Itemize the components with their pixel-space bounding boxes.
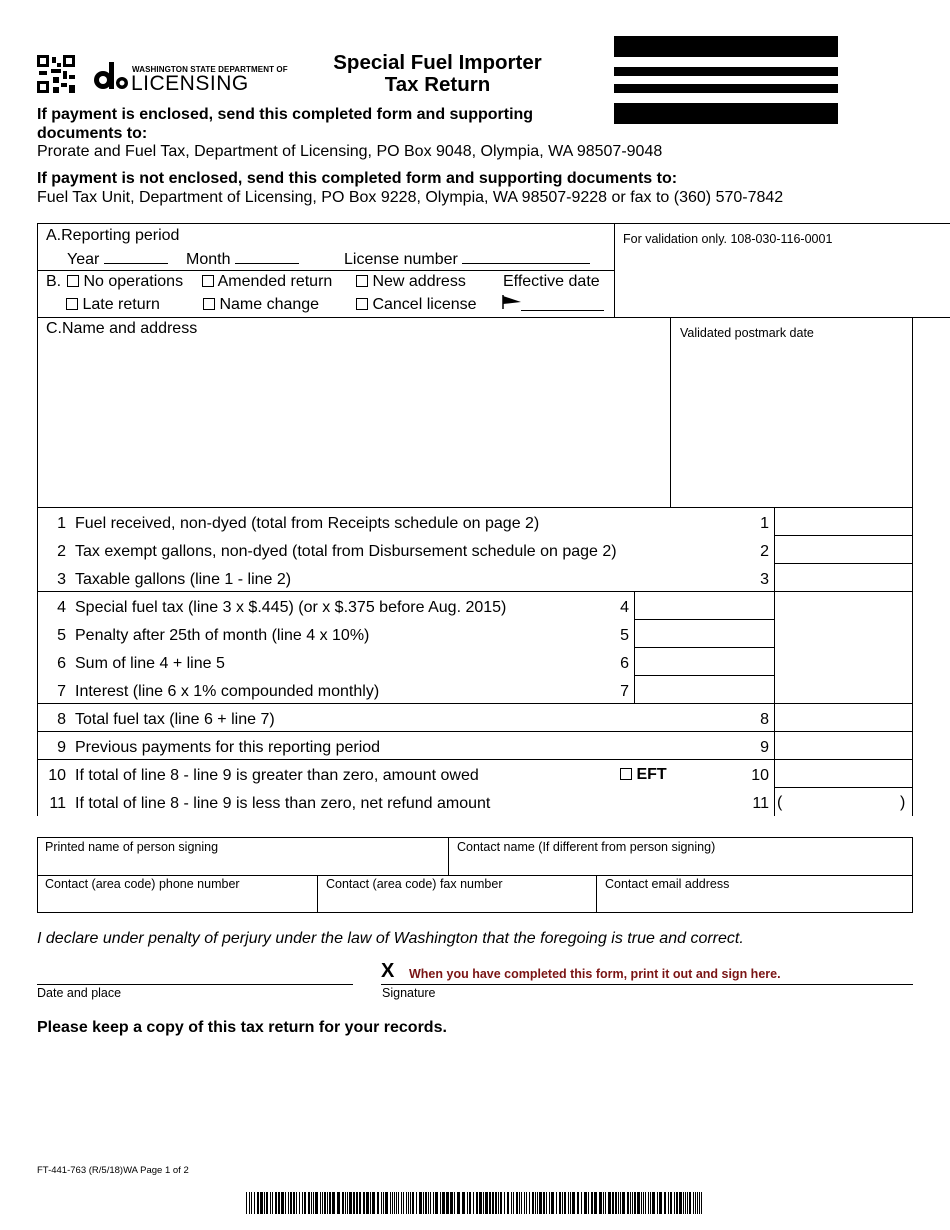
line-11-text: If total of line 8 - line 9 is less than zero, net refund amount bbox=[75, 795, 491, 812]
keep-copy-notice: Please keep a copy of this tax return for your records. bbox=[37, 1019, 447, 1036]
line-10-box-number: 10 bbox=[751, 767, 769, 784]
declaration: I declare under penalty of perjury under the law of Washington that the foregoing is true and correct. bbox=[37, 930, 744, 947]
line-11-amount-field[interactable] bbox=[776, 789, 910, 815]
agency-name: LICENSING bbox=[131, 72, 249, 95]
late-return-checkbox[interactable]: Late return bbox=[66, 296, 160, 314]
line-7-box-number: 7 bbox=[620, 683, 629, 700]
line-3-amount-field[interactable] bbox=[776, 565, 910, 591]
refund-close-paren: ) bbox=[900, 794, 906, 811]
signature-instruction: When you have completed this form, print it out and sign here. bbox=[409, 967, 781, 981]
not-enclosed-address: Fuel Tax Unit, Department of Licensing, PO Box 9228, Olympia, WA 98507-9228 or fax to (360) 570-7842 bbox=[37, 189, 784, 206]
line-2-text: Tax exempt gallons, non-dyed (total from Disbursement schedule on page 2) bbox=[75, 543, 617, 560]
line-8-box-number: 8 bbox=[760, 711, 769, 728]
line-6-number: 6 bbox=[57, 655, 66, 672]
not-enclosed-heading: If payment is not enclosed, send this completed form and supporting documents to: bbox=[37, 170, 678, 187]
line-4-text: Special fuel tax (line 3 x $.445) (or x $.375 before Aug. 2015) bbox=[75, 599, 507, 616]
line-4-box-number: 4 bbox=[620, 599, 629, 616]
line-4-number: 4 bbox=[57, 599, 66, 616]
line-4-amount-field[interactable] bbox=[636, 593, 772, 619]
line-5-text: Penalty after 25th of month (line 4 x 10%) bbox=[75, 627, 370, 644]
section-b-letter: B. bbox=[46, 273, 62, 290]
line-2-box-number: 2 bbox=[760, 543, 769, 560]
effective-date-blank[interactable] bbox=[521, 310, 604, 311]
month-blank[interactable] bbox=[235, 249, 299, 264]
no-operations-checkbox[interactable]: No operations bbox=[67, 273, 183, 291]
validation-text: For validation only. 108-030-116-0001 bbox=[623, 232, 833, 246]
line-5-number: 5 bbox=[57, 627, 66, 644]
line-3-text: Taxable gallons (line 1 - line 2) bbox=[75, 571, 292, 588]
line-1-amount-field[interactable] bbox=[776, 509, 910, 535]
line-7-amount-field[interactable] bbox=[636, 677, 772, 703]
line-10-number: 10 bbox=[48, 767, 66, 784]
email-field[interactable]: Contact email address bbox=[605, 877, 730, 891]
contact-name-field[interactable]: Contact name (If different from person signing) bbox=[457, 840, 716, 854]
name-address-area[interactable] bbox=[40, 342, 666, 502]
license-number-field[interactable]: License number bbox=[344, 249, 590, 269]
effective-date-label: Effective date bbox=[503, 273, 600, 290]
line-10-amount-field[interactable] bbox=[776, 761, 910, 787]
line-6-amount-field[interactable] bbox=[636, 649, 772, 675]
form-title bbox=[300, 52, 575, 96]
flag-arrow-icon bbox=[502, 295, 522, 309]
line-2-amount-field[interactable] bbox=[776, 537, 910, 563]
line-11-number: 11 bbox=[49, 795, 66, 812]
line-9-box-number: 9 bbox=[760, 739, 769, 756]
barcode-top bbox=[614, 36, 838, 126]
year-blank[interactable] bbox=[104, 249, 168, 264]
agency-line: WASHINGTON STATE DEPARTMENT OF bbox=[132, 65, 288, 74]
section-c-label: C.Name and address bbox=[46, 320, 198, 337]
line-8-text: Total fuel tax (line 6 + line 7) bbox=[75, 711, 275, 728]
line-5-box-number: 5 bbox=[620, 627, 629, 644]
line-1-text: Fuel received, non-dyed (total from Receipts schedule on page 2) bbox=[75, 515, 540, 532]
eft-checkbox[interactable]: EFT bbox=[620, 766, 667, 784]
title-line-2: Tax Return bbox=[384, 73, 491, 96]
section-a-label: A.Reporting period bbox=[46, 227, 180, 244]
enclosed-address: Prorate and Fuel Tax, Department of Licensing, PO Box 9048, Olympia, WA 98507-9048 bbox=[37, 143, 663, 160]
form-number: FT-441-763 (R/5/18)WA Page 1 of 2 bbox=[37, 1165, 189, 1176]
reporting-month-field[interactable]: Month bbox=[186, 249, 299, 269]
amended-return-checkbox[interactable]: Amended return bbox=[202, 273, 332, 291]
line-1-box-number: 1 bbox=[760, 515, 769, 532]
line-10-text: If total of line 8 - line 9 is greater than zero, amount owed bbox=[75, 767, 479, 784]
line-1-number: 1 bbox=[57, 515, 66, 532]
date-place-line[interactable] bbox=[37, 984, 353, 985]
license-blank[interactable] bbox=[462, 249, 590, 264]
signature-x-mark: X bbox=[381, 960, 395, 982]
new-address-checkbox[interactable]: New address bbox=[356, 273, 466, 291]
name-change-checkbox[interactable]: Name change bbox=[203, 296, 319, 314]
line-9-amount-field[interactable] bbox=[776, 733, 910, 759]
signature-line[interactable] bbox=[381, 984, 913, 985]
signature-label: Signature bbox=[382, 986, 436, 1000]
line-8-amount-field[interactable] bbox=[776, 705, 910, 731]
line-3-box-number: 3 bbox=[760, 571, 769, 588]
enclosed-heading: If payment is enclosed, send this completed form and supporting documents to: bbox=[37, 106, 534, 142]
line-5-amount-field[interactable] bbox=[636, 621, 772, 647]
line-6-text: Sum of line 4 + line 5 bbox=[75, 655, 225, 672]
refund-open-paren: ( bbox=[777, 794, 783, 811]
fax-field[interactable]: Contact (area code) fax number bbox=[326, 877, 503, 891]
line-9-number: 9 bbox=[57, 739, 66, 756]
barcode-bottom bbox=[246, 1192, 704, 1214]
line-3-number: 3 bbox=[57, 571, 66, 588]
line-11-box-number: 11 bbox=[752, 795, 769, 812]
line-7-text: Interest (line 6 x 1% compounded monthly) bbox=[75, 683, 380, 700]
line-7-number: 7 bbox=[57, 683, 66, 700]
phone-field[interactable]: Contact (area code) phone number bbox=[45, 877, 240, 891]
line-6-box-number: 6 bbox=[620, 655, 629, 672]
title-line-1: Special Fuel Importer bbox=[333, 51, 542, 74]
cancel-license-checkbox[interactable]: Cancel license bbox=[356, 296, 477, 314]
line-8-number: 8 bbox=[57, 711, 66, 728]
printed-name-field[interactable]: Printed name of person signing bbox=[45, 840, 219, 854]
reporting-year-field[interactable]: Year bbox=[67, 249, 168, 269]
dol-logo-icon bbox=[92, 60, 130, 92]
line-9-text: Previous payments for this reporting period bbox=[75, 739, 381, 756]
validated-postmark-label: Validated postmark date bbox=[680, 326, 814, 340]
qr-code-icon bbox=[37, 55, 75, 93]
date-place-label: Date and place bbox=[37, 986, 122, 1000]
line-2-number: 2 bbox=[57, 543, 66, 560]
